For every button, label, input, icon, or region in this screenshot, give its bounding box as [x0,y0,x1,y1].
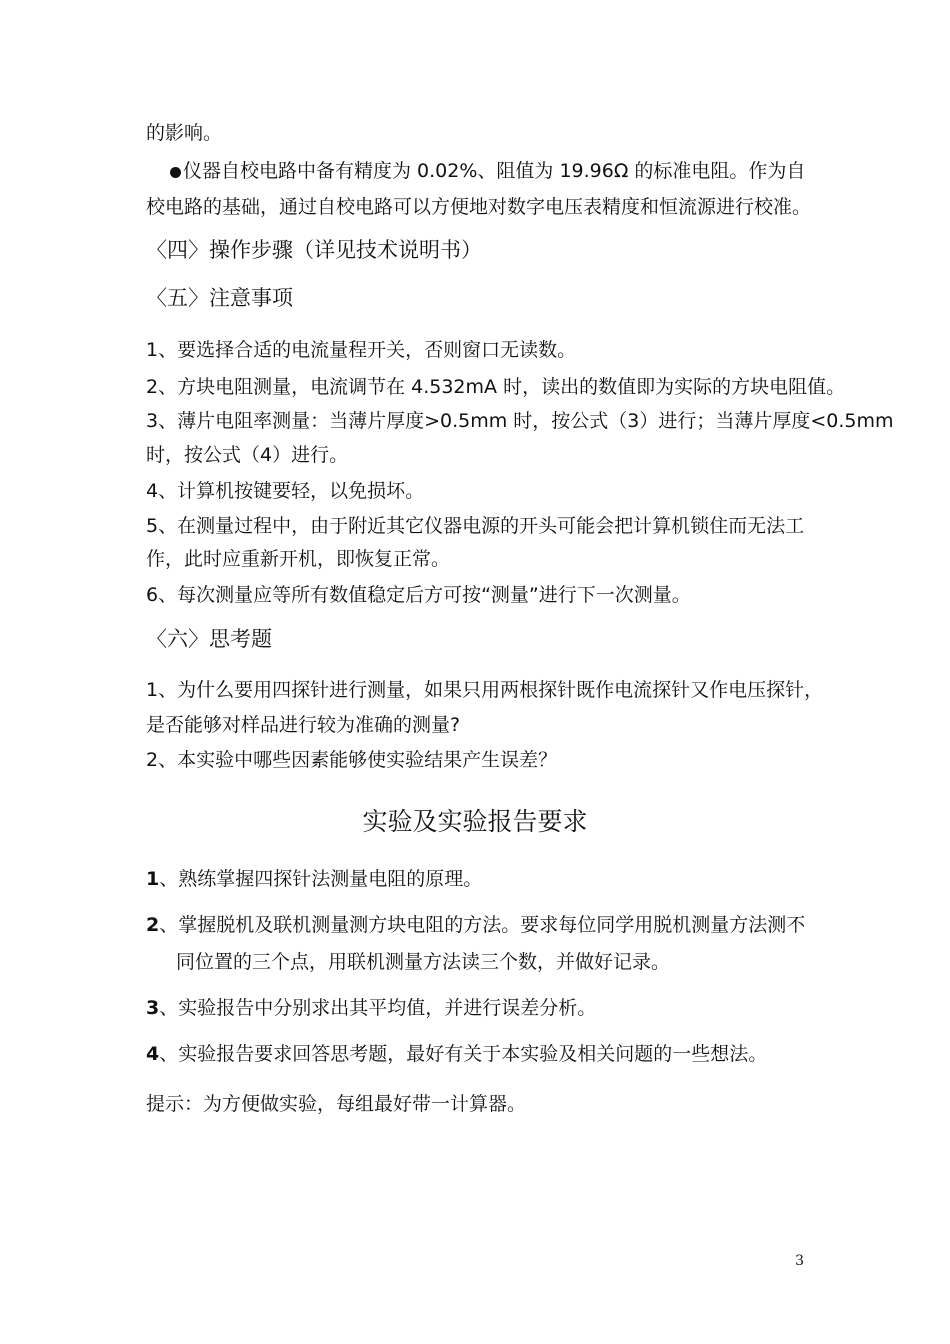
list-item: 2、本实验中哪些因素能够使实验结果产生误差？ [146,749,558,771]
paragraph-line: 校电路的基础，通过自校电路可以方便地对数字电压表精度和恒流源进行校准。 [146,196,812,218]
requirement-item-continuation: 同位置的三个点，用联机测量方法读三个数，并做好记录。 [176,951,671,973]
list-item: 3、薄片电阻率测量：当薄片厚度>0.5mm 时，按公式（3）进行；当薄片厚度<0.5mm [146,410,894,432]
list-item: 1、要选择合适的电流量程开关，否则窗口无读数。 [146,339,577,361]
list-item-continuation: 作，此时应重新开机，即恢复正常。 [146,548,451,570]
item-text: 、熟练掌握四探针法测量电阻的原理。 [159,868,483,890]
requirement-item [146,913,805,937]
section-heading-questions: 〈六〉思考题 [146,627,272,651]
paragraph-line: 的影响。 [146,122,223,144]
list-item: 2、方块电阻测量，电流调节在 4.532mA 时，读出的数值即为实际的方块电阻值。 [146,376,846,398]
item-text: 、实验报告要求回答思考题，最好有关于本实验及相关问题的一些想法。 [159,1043,768,1065]
list-item: 4、计算机按键要轻，以免损坏。 [146,480,425,502]
item-number: 3 [146,997,160,1019]
page-title: 实验及实验报告要求 [362,807,588,836]
item-text: 、实验报告中分别求出其平均值，并进行误差分析。 [159,997,597,1019]
bullet-paragraph-line [170,159,805,183]
list-item: 1、为什么要用四探针进行测量，如果只用两根探针既作电流探针又作电压探针， [146,679,824,701]
item-number: 4 [146,1043,160,1065]
list-item: 6、每次测量应等所有数值稳定后方可按“测量”进行下一次测量。 [146,584,691,606]
list-item: 5、在测量过程中，由于附近其它仪器电源的开头可能会把计算机锁住而无法工 [146,515,805,537]
requirement-item [146,867,482,891]
section-heading-precautions: 〈五〉注意事项 [146,286,293,310]
bullet-icon [170,167,181,178]
requirement-item [146,1042,767,1066]
list-item-continuation: 是否能够对样品进行较为准确的测量? [146,714,461,736]
item-number: 2 [146,914,160,936]
item-number: 1 [146,868,160,890]
tip-text: 提示：为方便做实验，每组最好带一计算器。 [146,1093,527,1115]
paragraph-text: 仪器自校电路中备有精度为 0.02%、阻值为 19.96Ω 的标准电阻。作为自 [183,160,806,182]
item-text: 、掌握脱机及联机测量测方块电阻的方法。要求每位同学用脱机测量方法测不 [159,914,806,936]
page-number: 3 [795,1253,804,1269]
list-item-continuation: 时，按公式（4）进行。 [146,444,349,466]
requirement-item [146,996,596,1020]
section-heading-operation-steps: 〈四〉操作步骤（详见技术说明书） [146,238,482,262]
